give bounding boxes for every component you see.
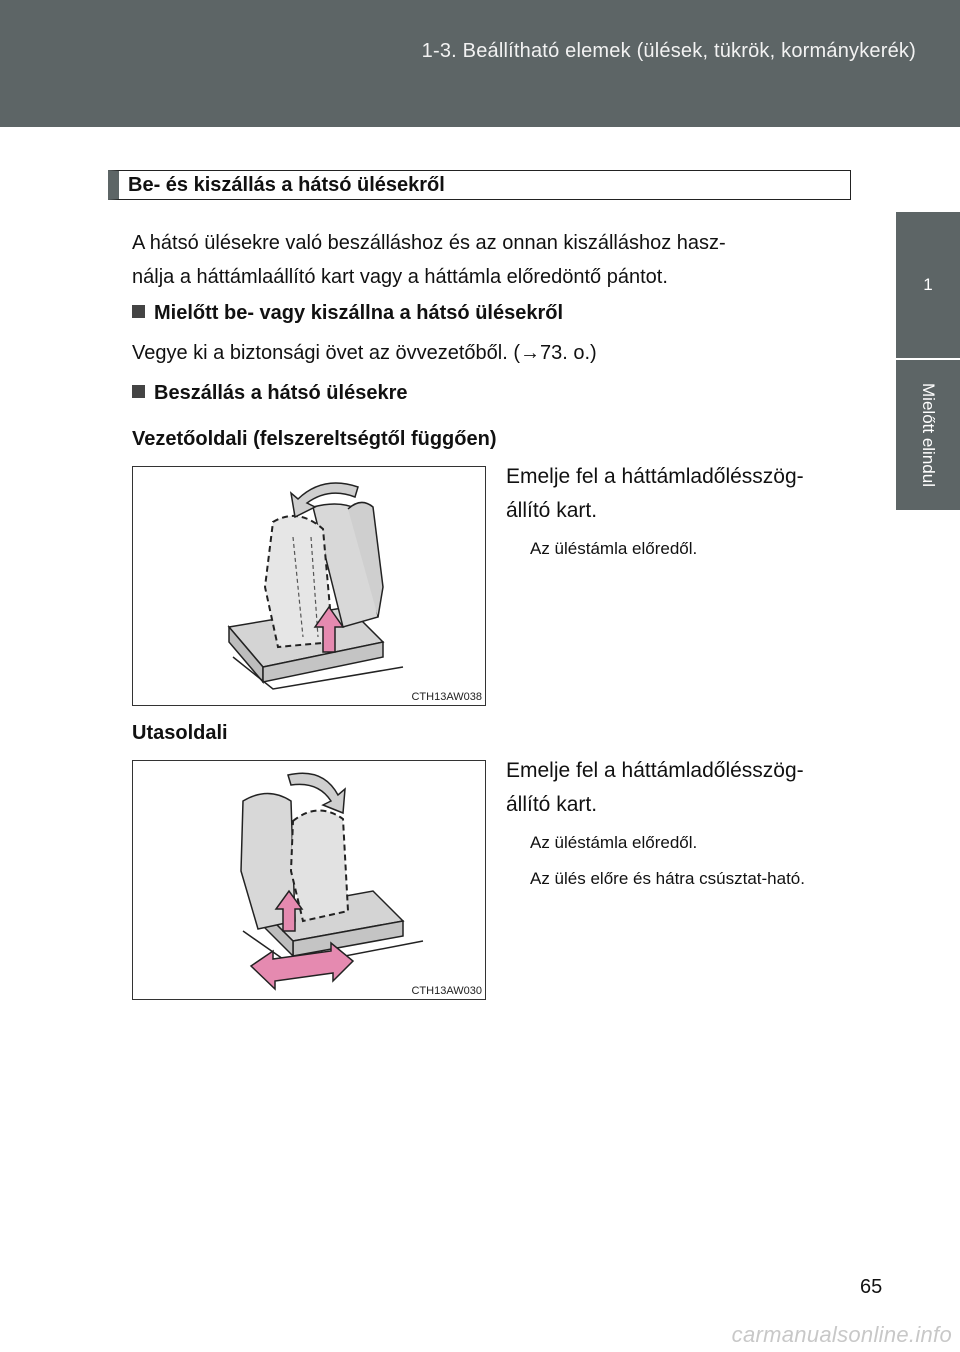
square-bullet-icon [132,305,145,318]
chapter-number-tab[interactable] [896,212,960,358]
chapter-label-tab[interactable] [896,360,960,510]
figure-code: CTH13AW038 [411,691,482,703]
section-title: Be- és kiszállás a hátsó ülésekről [108,170,851,200]
intro-line-2: nálja a háttámlaállító kart vagy a háttámla előredöntő pántot. [132,266,668,288]
passenger-instruction-line-1: Emelje fel a háttámladőlésszög- [506,759,804,782]
chapter-label: Mielőtt elindul [919,383,938,487]
passenger-instruction [506,754,854,822]
driver-instruction-line-2: állító kart. [506,499,598,522]
intro-line-1: A hátsó ülésekre való beszálláshoz és az onnan kiszálláshoz hasz- [132,232,726,254]
page-number: 65 [860,1276,883,1298]
passenger-note-2: Az ülés előre és hátra csúsztat-ható. [530,869,805,888]
passenger-seat-illustration [133,761,484,998]
header-band [0,0,960,127]
driver-instruction [506,460,854,528]
intro-paragraph [132,226,854,294]
driver-seat-figure [132,466,486,706]
passenger-instruction-line-2: állító kart. [506,793,598,816]
figure-code: CTH13AW030 [411,985,482,997]
entry-heading: Beszállás a hátsó ülésekre [132,382,407,405]
chapter-title: 1-3. Beállítható elemek (ülések, tükrök, kormánykerék) [421,40,916,62]
driver-note: Az üléstámla előredől. [530,539,698,558]
passenger-subheading: Utasoldali [132,722,228,744]
before-heading: Mielőtt be- vagy kiszállna a hátsó ülésekről [132,302,563,325]
passenger-seat-figure [132,760,486,1000]
before-text: Vegye ki a biztonsági övet az övvezetőből. (→73. o.) [132,342,597,364]
watermark-logo: carmanualsonline.info [731,1322,952,1347]
driver-instruction-line-1: Emelje fel a háttámladőlésszög- [506,465,804,488]
driver-subheading: Vezetőoldali (felszereltségtől függően) [132,428,497,450]
passenger-note-1: Az üléstámla előredől. [530,833,698,852]
chapter-number: 1 [923,275,933,294]
square-bullet-icon [132,385,145,398]
driver-seat-illustration [133,467,484,704]
